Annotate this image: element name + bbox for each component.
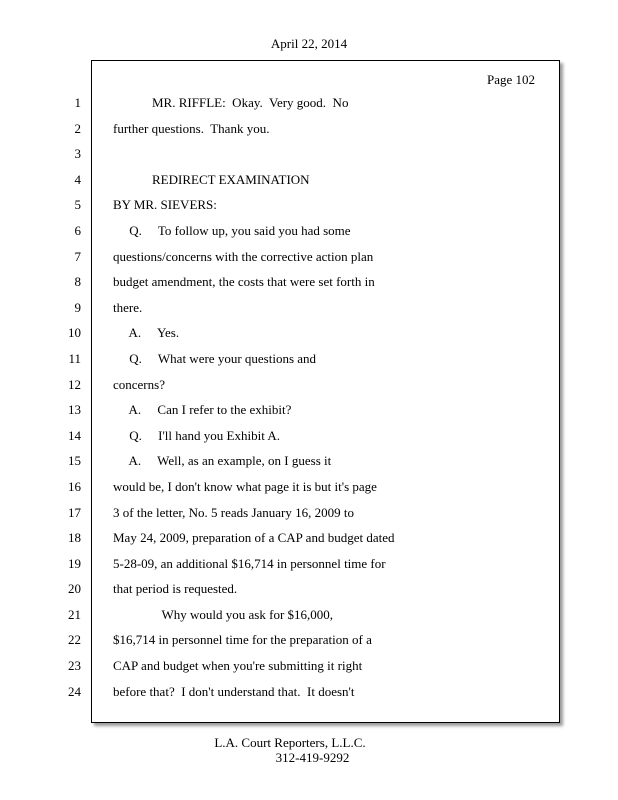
line-number: 23: [68, 658, 81, 674]
line-number: 20: [68, 581, 81, 597]
line-text: before that? I don't understand that. It doesn't: [113, 683, 355, 699]
line-text: Q. To follow up, you said you had some: [113, 222, 351, 238]
line-number: 2: [74, 120, 81, 136]
line-number: 18: [68, 530, 81, 546]
line-number: 21: [68, 606, 81, 622]
transcript-line: [0, 216, 618, 242]
line-text: Q. What were your questions and: [113, 350, 317, 366]
line-text: May 24, 2009, preparation of a CAP and budget dated: [113, 530, 395, 546]
line-number: 4: [74, 171, 81, 187]
line-text: REDIRECT EXAMINATION: [113, 171, 310, 187]
line-text: budget amendment, the costs that were set forth in: [113, 274, 375, 290]
line-text: questions/concerns with the corrective action plan: [113, 248, 374, 264]
line-text: further questions. Thank you.: [113, 120, 270, 136]
transcript-line: [0, 549, 618, 575]
transcript-line: [0, 242, 618, 268]
transcript-line: [0, 523, 618, 549]
transcript-line: [0, 446, 618, 472]
line-text: would be, I don't know what page it is but it's page: [113, 478, 377, 494]
transcript-line: [0, 395, 618, 421]
footer-phone: 312-419-9292: [275, 750, 350, 765]
line-number: 8: [74, 274, 81, 290]
transcript-line: [0, 267, 618, 293]
transcript-line: [0, 625, 618, 651]
transcript-line: [0, 139, 618, 165]
transcript-lines: [0, 88, 618, 702]
line-number: 19: [68, 555, 81, 571]
line-text: Why would you ask for $16,000,: [113, 606, 334, 622]
transcript-line: [0, 165, 618, 191]
transcript-line: [0, 498, 618, 524]
line-text: 3 of the letter, No. 5 reads January 16, 2009 to: [113, 504, 355, 520]
line-text: A. Can I refer to the exhibit?: [113, 402, 292, 418]
line-text: CAP and budget when you're submitting it right: [113, 658, 363, 674]
page-number: Page 102: [486, 72, 535, 87]
line-text: BY MR. SIEVERS:: [113, 197, 217, 213]
transcript-line: [0, 318, 618, 344]
transcript-line: [0, 190, 618, 216]
line-number: 24: [68, 683, 81, 699]
transcript-line: [0, 88, 618, 114]
line-number: 15: [68, 453, 81, 469]
line-number: 10: [68, 325, 81, 341]
line-number: 11: [68, 350, 81, 366]
line-text: 5-28-09, an additional $16,714 in personnel time for: [113, 555, 386, 571]
transcript-line: [0, 472, 618, 498]
line-number: 13: [68, 402, 81, 418]
line-text: there.: [113, 299, 143, 315]
line-number: 6: [74, 222, 81, 238]
transcript-line: [0, 114, 618, 140]
header-date: April 22, 2014: [270, 36, 348, 51]
line-text: that period is requested.: [113, 581, 238, 597]
line-number: 5: [74, 197, 81, 213]
line-number: 16: [68, 478, 81, 494]
line-number: 12: [68, 376, 81, 392]
line-text: A. Well, as an example, on I guess it: [113, 453, 332, 469]
transcript-line: [0, 651, 618, 677]
transcript-line: [0, 370, 618, 396]
line-number: 14: [68, 427, 81, 443]
line-text: concerns?: [113, 376, 165, 392]
line-text: $16,714 in personnel time for the preparation of a: [113, 632, 372, 648]
line-number: 1: [74, 95, 81, 110]
line-text: MR. RIFFLE: Okay. Very good. No: [113, 95, 349, 110]
transcript-line: [0, 574, 618, 600]
line-number: 7: [74, 248, 81, 264]
transcript-line: [0, 421, 618, 447]
line-number: 3: [74, 146, 81, 162]
transcript-line: [0, 344, 618, 370]
line-number: 9: [74, 299, 81, 315]
transcript-line: [0, 677, 618, 703]
transcript-line: [0, 293, 618, 319]
line-text: A. Yes.: [113, 325, 180, 341]
line-number: 17: [68, 504, 81, 520]
transcript-line: [0, 600, 618, 626]
footer-company: L.A. Court Reporters, L.L.C.: [214, 735, 366, 750]
line-text: Q. I'll hand you Exhibit A.: [113, 427, 281, 443]
line-number: 22: [68, 632, 81, 648]
